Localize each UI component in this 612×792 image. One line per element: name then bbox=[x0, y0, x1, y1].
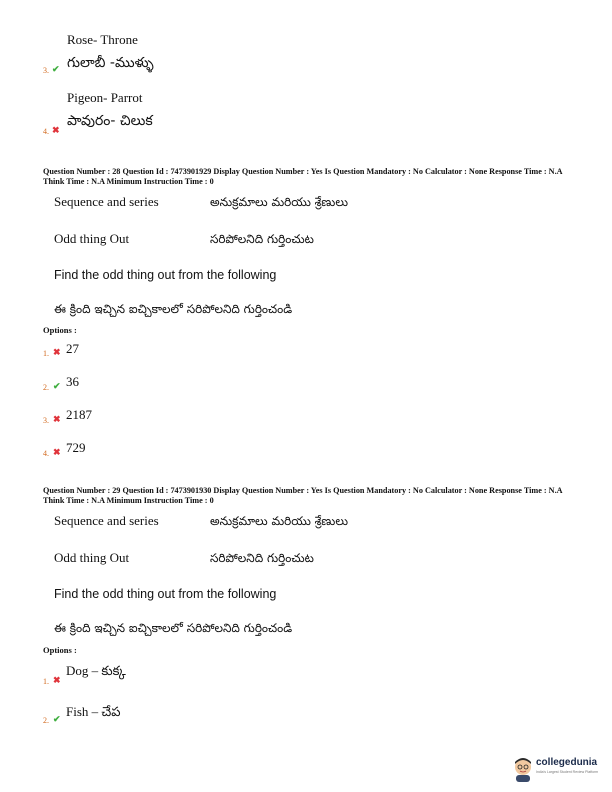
wrong-cross-icon: ✖ bbox=[53, 675, 61, 685]
q28-option-1-text: 27 bbox=[66, 341, 79, 356]
wrong-cross-icon: ✖ bbox=[53, 347, 61, 357]
option-3-text-te: గులాబీ -ముళ్ళు bbox=[67, 55, 154, 71]
q29-options-label: Options : bbox=[43, 645, 77, 655]
wrong-cross-icon: ✖ bbox=[52, 125, 60, 135]
q28-question-te: ఈ క్రింది ఇచ్చిన ఐచ్చికాలలో సరిపోలనిది గుర్తించండి bbox=[54, 302, 293, 316]
q28-option-2-text: 36 bbox=[66, 374, 79, 389]
q29-option-2-number: 2. bbox=[43, 716, 49, 725]
q28-option-4-text: 729 bbox=[66, 440, 86, 455]
q29-section-en: Sequence and series bbox=[54, 513, 159, 528]
q29-option-1-text: Dog – కుక్క bbox=[66, 663, 126, 678]
correct-check-icon: ✔ bbox=[53, 381, 61, 391]
q28-question-en: Find the odd thing out from the following bbox=[54, 268, 277, 282]
logo-name: collegedunia bbox=[536, 757, 598, 768]
option-3-number: 3. bbox=[43, 66, 49, 75]
q28-option-3-number: 3. bbox=[43, 416, 49, 425]
collegedunia-logo bbox=[512, 754, 604, 784]
option-4-text-en: Pigeon- Parrot bbox=[67, 90, 143, 105]
q28-meta: Question Number : 28 Question Id : 7473901929 Display Question Number : Yes Is Question Mandatory : No Calculator : None Response Time : N.A Think Time : N.A Minimum Instruction Time : 0 bbox=[43, 167, 563, 186]
q29-question-te: ఈ క్రింది ఇచ్చిన ఐచ్చికాలలో సరిపోలనిది గుర్తించండి bbox=[54, 621, 293, 635]
option-4-text-te: పావురం- చిలుక bbox=[67, 113, 153, 129]
q28-option-1-number: 1. bbox=[43, 349, 49, 358]
option-4-number: 4. bbox=[43, 127, 49, 136]
q29-section-te: అనుక్రమాలు మరియు శ్రేణులు bbox=[210, 514, 348, 528]
student-avatar-icon bbox=[512, 756, 534, 782]
correct-check-icon: ✔ bbox=[53, 714, 61, 724]
q29-topic-te: సరిపోలనిది గుర్తించుట bbox=[210, 551, 314, 565]
q28-section-te: అనుక్రమాలు మరియు శ్రేణులు bbox=[210, 195, 348, 209]
q28-option-2-number: 2. bbox=[43, 383, 49, 392]
q29-option-1-number: 1. bbox=[43, 677, 49, 686]
option-3-text-en: Rose- Throne bbox=[67, 32, 138, 47]
q29-option-2-text: Fish – చేప bbox=[66, 704, 121, 719]
q28-section-en: Sequence and series bbox=[54, 194, 159, 209]
q28-topic-te: సరిపోలనిది గుర్తించుట bbox=[210, 232, 314, 246]
logo-tagline: India's Largest Student Review Platform bbox=[536, 770, 599, 774]
q29-question-en: Find the odd thing out from the following bbox=[54, 587, 277, 601]
wrong-cross-icon: ✖ bbox=[53, 414, 61, 424]
q28-options-label: Options : bbox=[43, 325, 77, 335]
q29-meta: Question Number : 29 Question Id : 7473901930 Display Question Number : Yes Is Question Mandatory : No Calculator : None Response Time : N.A Think Time : N.A Minimum Instruction Time : 0 bbox=[43, 486, 563, 505]
correct-check-icon: ✔ bbox=[52, 64, 60, 74]
q28-option-4-number: 4. bbox=[43, 449, 49, 458]
q29-topic-en: Odd thing Out bbox=[54, 550, 130, 565]
q28-topic-en: Odd thing Out bbox=[54, 231, 130, 246]
q28-option-3-text: 2187 bbox=[66, 407, 92, 422]
wrong-cross-icon: ✖ bbox=[53, 447, 61, 457]
